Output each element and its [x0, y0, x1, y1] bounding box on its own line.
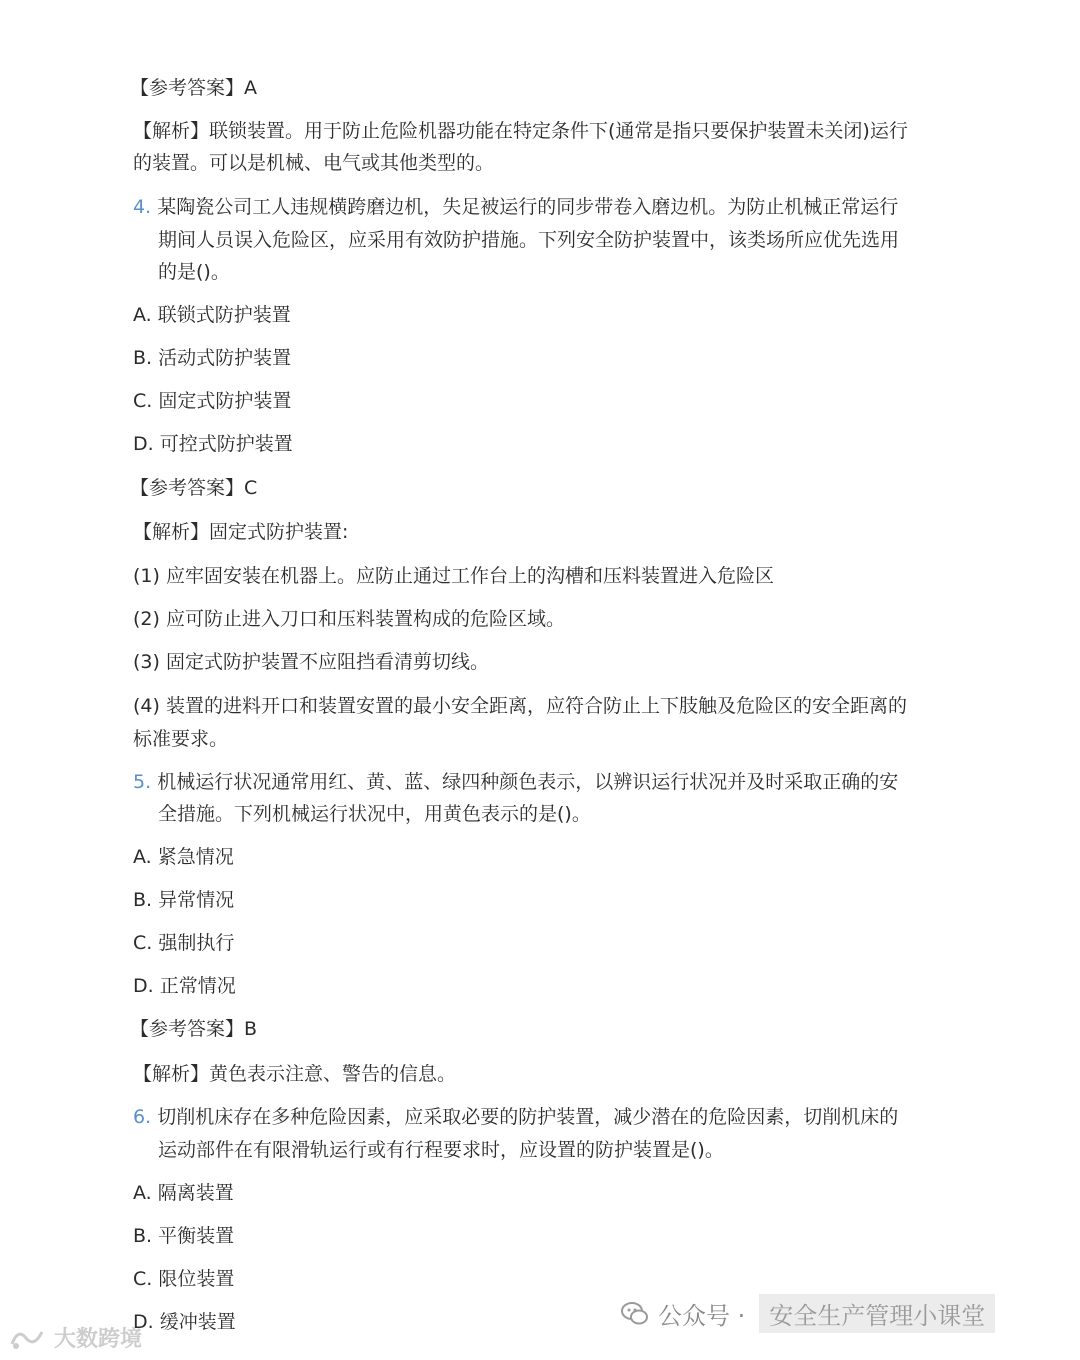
- q4-stem-line: [133, 190, 898, 224]
- q4-stem-line: 的是()。: [158, 261, 230, 283]
- q5-stem-line: [133, 765, 898, 799]
- q4-stem-text: 某陶瓷公司工人违规横跨磨边机，失足被运行的同步带卷入磨边机。为防止机械正常运行: [157, 196, 899, 218]
- q4-stem-line: 期间人员误入危险区，应采用有效防护措施。下列安全防护装置中，该类场所应优先选用: [158, 229, 900, 251]
- question-number: 6.: [133, 1106, 152, 1128]
- option-item: D. 可控式防护装置: [133, 433, 293, 455]
- analysis-point: (3) 固定式防护装置不应阻挡看清剪切线。: [133, 651, 489, 673]
- q4-answer: 【参考答案】C: [130, 477, 258, 499]
- option-item: C. 固定式防护装置: [133, 390, 292, 412]
- wechat-footer: [620, 1294, 995, 1333]
- question-number: 5.: [133, 771, 152, 793]
- analysis-point: (1) 应牢固安装在机器上。应防止通过工作台上的沟槽和压料装置进入危险区: [133, 565, 774, 587]
- q6-stem-text: 切削机床存在多种危险因素，应采取必要的防护装置，减少潜在的危险因素，切削机床的: [157, 1106, 899, 1128]
- q6-stem-line: [133, 1100, 898, 1134]
- option-item: C. 限位装置: [133, 1268, 235, 1290]
- q3-answer: 【参考答案】A: [130, 77, 257, 99]
- option-item: B. 平衡装置: [133, 1225, 235, 1247]
- analysis-point: (4) 装置的进料开口和装置安置的最小安全距离，应符合防止上下肢触及危险区的安全距离的: [133, 695, 907, 717]
- option-item: A. 紧急情况: [133, 846, 234, 868]
- q5-stem-line: 全措施。下列机械运行状况中，用黄色表示的是()。: [158, 803, 591, 825]
- public-account-label: 公众号 ·: [658, 1302, 746, 1330]
- option-item: A. 隔离装置: [133, 1182, 234, 1204]
- q5-answer: 【参考答案】B: [130, 1018, 258, 1040]
- watermark-text: 大数跨境: [54, 1327, 143, 1352]
- option-item: B. 活动式防护装置: [133, 347, 292, 369]
- q5-analysis: 【解析】黄色表示注意、警告的信息。: [133, 1063, 457, 1085]
- wechat-icon: [620, 1299, 650, 1329]
- analysis-point-tail: 标准要求。: [133, 728, 229, 750]
- watermark: [8, 1322, 142, 1353]
- option-item: C. 强制执行: [133, 932, 235, 954]
- q3-analysis-line: 【解析】联锁装置。用于防止危险机器功能在特定条件下(通常是指只要保护装置未关闭)运行: [133, 120, 908, 142]
- option-item: D. 缓冲装置: [133, 1311, 236, 1333]
- question-number: 4.: [133, 196, 152, 218]
- q3-analysis-line: 的装置。可以是机械、电气或其他类型的。: [133, 152, 495, 174]
- account-name[interactable]: 安全生产管理小课堂: [759, 1294, 995, 1333]
- analysis-point: (2) 应可防止进入刀口和压料装置构成的危险区域。: [133, 608, 565, 630]
- q5-stem-text: 机械运行状况通常用红、黄、蓝、绿四种颜色表示，以辨识运行状况并及时采取正确的安: [157, 771, 899, 793]
- option-item: D. 正常情况: [133, 975, 236, 997]
- option-item: B. 异常情况: [133, 889, 235, 911]
- option-item: A. 联锁式防护装置: [133, 304, 291, 326]
- watermark-logo-icon: [8, 1324, 48, 1352]
- q4-analysis: 【解析】固定式防护装置:: [133, 521, 349, 543]
- q6-stem-line: 运动部件在有限滑轨运行或有行程要求时，应设置的防护装置是()。: [158, 1139, 724, 1161]
